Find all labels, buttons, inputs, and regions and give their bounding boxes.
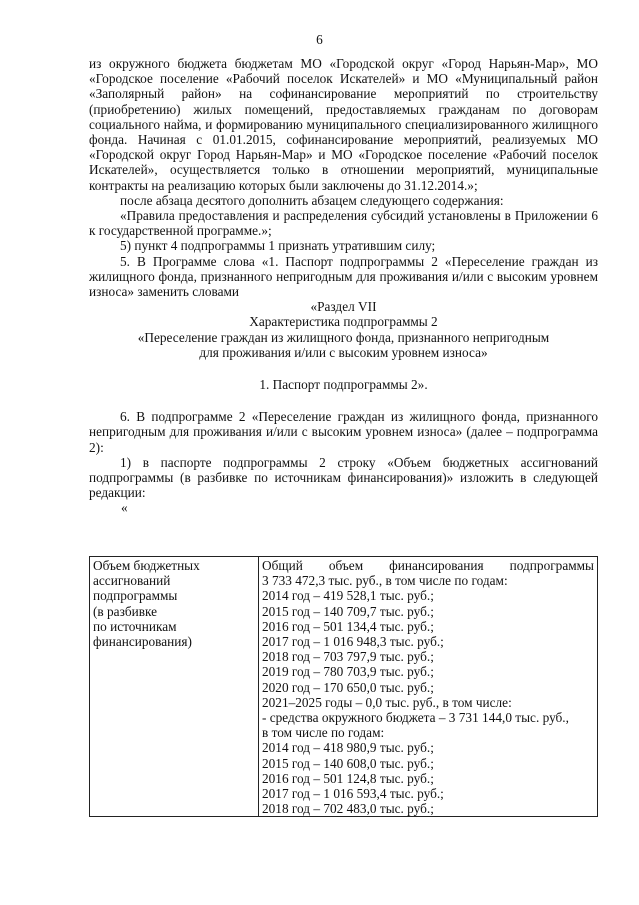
financing-table xyxy=(89,556,598,817)
value-line: - средства окружного бюджета – 3 731 144,0 тыс. руб., xyxy=(262,710,569,726)
value-line: 2014 год – 419 528,1 тыс. руб.; xyxy=(262,588,434,604)
value-line: 2019 год – 780 703,9 тыс. руб.; xyxy=(262,664,434,680)
table-row xyxy=(90,557,598,817)
value-line: 2017 год – 1 016 948,3 тыс. руб.; xyxy=(262,634,444,650)
label-line: Объем бюджетных xyxy=(93,558,200,573)
label-line: ассигнований xyxy=(93,573,171,589)
subprogram-heading: Характеристика подпрограммы 2 xyxy=(249,314,438,330)
table-value-cell xyxy=(259,557,598,817)
paragraph-item-5: 5) пункт 4 подпрограммы 1 признать утратившим силу; xyxy=(120,238,436,254)
label-line: (в разбивке xyxy=(93,603,158,619)
paragraph-budget-subsidies: из окружного бюджета бюджетам МО «Городской округ «Город Нарьян-Мар», МО «Городское поселение «Рабочий поселок Искателей» и МО «Муниципальный район «Заполярный район» на софинансирование мероприятий по строительству (приобретению) жилых помещений, предоставляемых гражданам по договорам социального найма, и формированию муниципального специализированного жилищного фонда. Начиная с 01.01.2015, софинансирование мероприятий, реализуемых МО «Городской округ Город Нарьян-Мар» и МО «Городское поселение «Рабочий поселок Искателей», осуществляется только в отношении мероприятий, муниципальные контракты на реализацию которых были заключены до 31.12.2014.»; xyxy=(89,56,598,193)
paragraph-section-5: 5. В Программе слова «1. Паспорт подпрограммы 2 «Переселение граждан из жилищного фонда, признанного непригодным для проживания и/или с высоким уровнем износа» заменить словами xyxy=(89,253,598,300)
value-line: 2015 год – 140 709,7 тыс. руб.; xyxy=(262,603,434,619)
value-line: 2015 год – 140 608,0 тыс. руб.; xyxy=(262,755,434,771)
paragraph-item-6: 6. В подпрограмме 2 «Переселение граждан из жилищного фонда, признанного непригодным для проживания и/или с высоким уровнем износа» (далее – подпрограмма 2): xyxy=(89,409,598,455)
subprogram-title-line2: для проживания и/или с высоким уровнем износа» xyxy=(199,344,488,360)
value-line: 2018 год – 702 483,0 тыс. руб.; xyxy=(262,801,434,817)
subprogram-title-line1: «Переселение граждан из жилищного фонда, признанного непригодным xyxy=(137,329,550,345)
value-line: 2021–2025 годы – 0,0 тыс. руб., в том числе: xyxy=(262,694,512,710)
table-label-cell xyxy=(90,557,259,817)
paragraph-passport-row: 1) в паспорте подпрограммы 2 строку «Объем бюджетных ассигнований подпрограммы (в разбивке по источникам финансирования)» изложить в следующей редакции: xyxy=(89,454,598,501)
section-heading: «Раздел VII xyxy=(310,299,377,315)
value-line: 2017 год – 1 016 593,4 тыс. руб.; xyxy=(262,786,444,802)
document-body xyxy=(89,56,598,516)
label-line: по источникам xyxy=(93,618,177,634)
value-line: в том числе по годам: xyxy=(262,725,385,741)
value-line: 2014 год – 418 980,9 тыс. руб.; xyxy=(262,740,434,756)
label-line: подпрограммы xyxy=(93,588,178,604)
value-line: 2016 год – 501 134,4 тыс. руб.; xyxy=(262,618,434,634)
page-number: 6 xyxy=(316,32,323,47)
label-line: финансирования) xyxy=(93,634,192,650)
value-line: 2020 год – 170 650,0 тыс. руб.; xyxy=(262,679,434,695)
paragraph-add-abzac: после абзаца десятого дополнить абзацем следующего содержания: xyxy=(120,192,504,208)
opening-quote: « xyxy=(121,500,128,516)
value-line: Общий объем финансирования подпрограммы xyxy=(262,558,594,573)
passport-heading: 1. Паспорт подпрограммы 2». xyxy=(259,377,428,393)
value-line: 2016 год – 501 124,8 тыс. руб.; xyxy=(262,770,434,786)
value-line: 2018 год – 703 797,9 тыс. руб.; xyxy=(262,649,434,665)
paragraph-rules-quote: «Правила предоставления и распределения субсидий установлены в Приложении 6 к государственной программе.»; xyxy=(89,208,598,239)
value-line: 3 733 472,3 тыс. руб., в том числе по годам: xyxy=(262,573,508,589)
